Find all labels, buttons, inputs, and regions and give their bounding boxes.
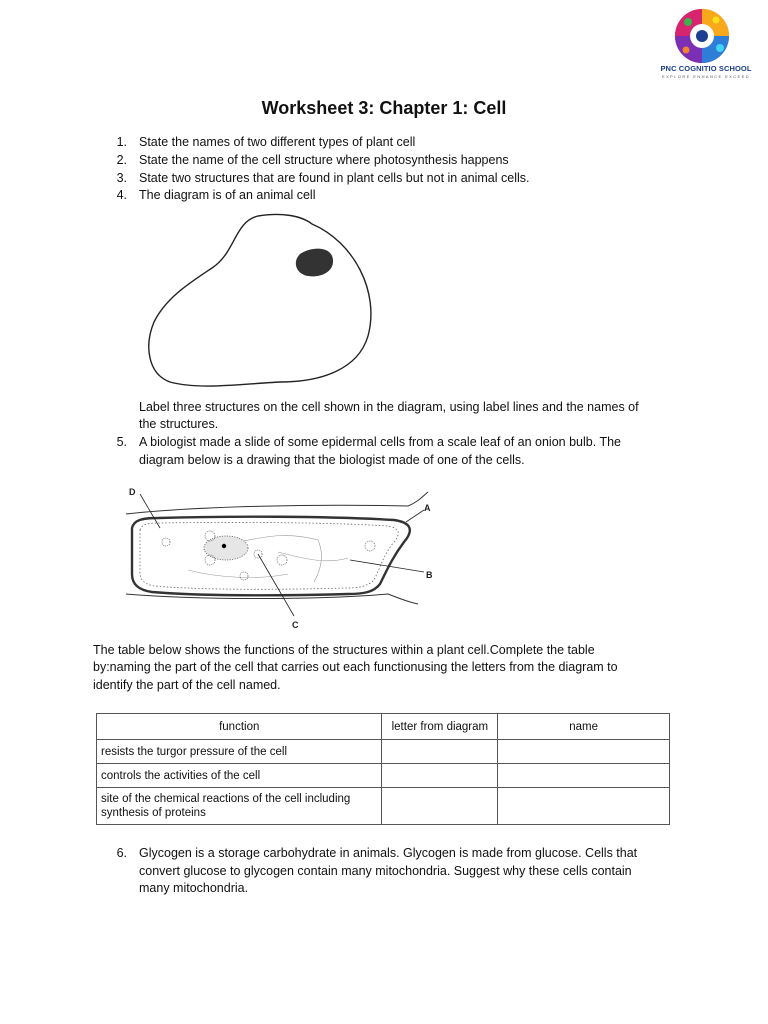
question-number: 5. — [116, 435, 127, 449]
question-text-line1: A biologist made a slide of some epidermal cells from a scale leaf of an onion bulb. The — [139, 435, 621, 449]
school-logo — [652, 8, 760, 88]
name-answer-cell[interactable] — [498, 764, 670, 788]
letter-answer-cell[interactable] — [382, 764, 498, 788]
table-row — [97, 740, 670, 764]
table-header-row — [97, 714, 670, 740]
letter-answer-cell[interactable] — [382, 740, 498, 764]
header-function: function — [97, 714, 382, 740]
name-answer-cell[interactable] — [498, 740, 670, 764]
nucleus-shape — [296, 249, 333, 277]
question-number: 3. — [116, 171, 127, 185]
name-answer-cell[interactable] — [498, 788, 670, 825]
label-b: B — [426, 570, 433, 580]
question-text: State two structures that are found in plant cells but not in animal cells. — [139, 171, 530, 185]
animal-cell-diagram — [140, 210, 380, 392]
cell-wall — [132, 517, 410, 596]
function-cell: controls the activities of the cell — [97, 764, 382, 788]
question-number: 1. — [116, 135, 127, 149]
question-text-line1: Glycogen is a storage carbohydrate in animals. Glycogen is made from glucose. Cells that — [139, 846, 638, 860]
label-c: C — [292, 620, 299, 630]
question-text-line2: diagram below is a drawing that the biologist made of one of the cells. — [139, 453, 525, 467]
table-row — [97, 788, 670, 825]
q4-instruction-line2: the structures. — [139, 417, 219, 431]
cell-membrane-outline — [149, 214, 371, 386]
question-text: The diagram is of an animal cell — [139, 188, 316, 202]
table-intro-line3: identify the part of the cell named. — [93, 678, 281, 692]
header-letter: letter from diagram — [382, 714, 498, 740]
question-text-line3: many mitochondria. — [139, 881, 249, 895]
question-text: State the names of two different types of plant cell — [139, 135, 416, 149]
logo-tagline: EXPLORE ENHANCE EXCEED — [662, 74, 750, 79]
header-name: name — [498, 714, 670, 740]
question-number: 4. — [116, 188, 127, 202]
logo-name: PNC COGNITIO SCHOOL — [660, 64, 752, 73]
page-title: Worksheet 3: Chapter 1: Cell — [261, 98, 507, 118]
cell-membrane — [140, 522, 398, 589]
q4-instruction-line1: Label three structures on the cell shown in the diagram, using label lines and the names of — [139, 400, 639, 414]
label-a: A — [424, 503, 431, 513]
question-text-line2: convert glucose to glycogen contain many mitochondria. Suggest why these cells contain — [139, 864, 632, 878]
function-cell: site of the chemical reactions of the cell including synthesis of proteins — [97, 788, 382, 825]
question-text: State the name of the cell structure where photosynthesis happens — [139, 153, 509, 167]
letter-answer-cell[interactable] — [382, 788, 498, 825]
onion-cell-diagram — [118, 482, 448, 632]
table-intro-line1: The table below shows the functions of the structures within a plant cell.Complete the table — [93, 643, 595, 657]
functions-table — [96, 713, 670, 825]
question-number: 6. — [116, 846, 127, 860]
label-d: D — [129, 487, 136, 497]
table-intro-line2: by:naming the part of the cell that carries out each functionusing the letters from the diagram to — [93, 660, 618, 674]
question-number: 2. — [116, 153, 127, 167]
logo-emblem-icon — [652, 8, 760, 64]
nucleus — [204, 536, 248, 560]
function-cell: resists the turgor pressure of the cell — [97, 740, 382, 764]
table-row — [97, 764, 670, 788]
nucleolus — [222, 544, 226, 548]
